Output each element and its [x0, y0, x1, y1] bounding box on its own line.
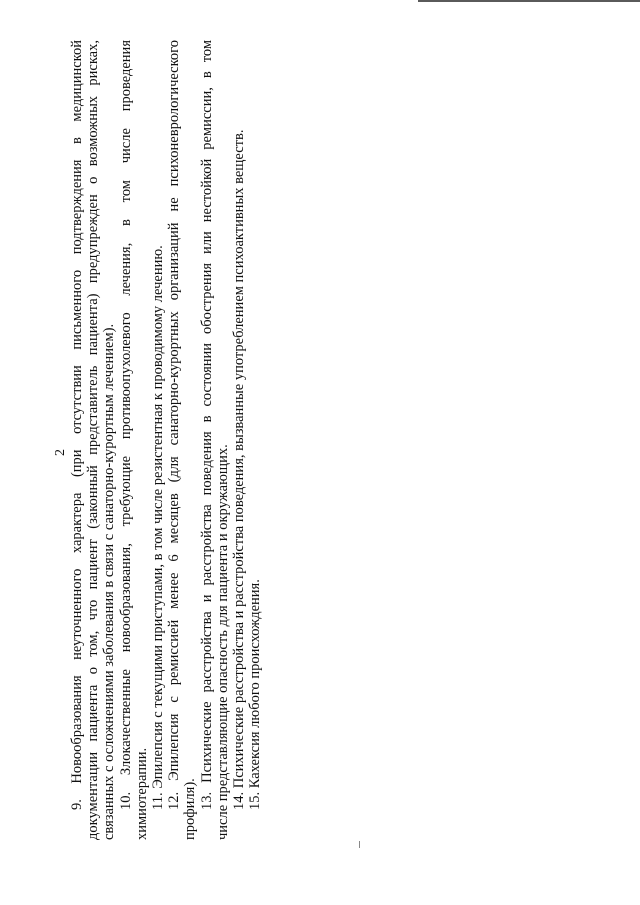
list-item-15 [247, 40, 263, 840]
text-line: документации пациента о том, что пациент (законный представитель пациента) предупрежден о возможных рисках, [85, 40, 102, 840]
document-body [69, 40, 263, 840]
list-item-13 [199, 40, 231, 840]
list-item-11 [150, 40, 166, 840]
text-line: 9. Новообразования неуточненного характера (при отсутствии письменного подтверждения в медицинской [69, 40, 85, 810]
text-line: 15. Кахексия любого происхождения. [247, 579, 264, 810]
text-line: числе представляющие опасность для пациента и окружающих. [214, 444, 231, 840]
text-line: связанных с осложнениями заболевания в связи с санаторно-курортным лечением). [101, 323, 118, 840]
list-item-9 [69, 40, 118, 840]
text-line: 13. Психические расстройства и расстройства поведения в состоянии обострения или нестойкой ремиссии, в том [198, 40, 215, 810]
page-number: 2 [53, 449, 68, 456]
text-line: 12. Эпилепсия с ремиссией менее 6 месяцев (для санаторно-курортных организаций не психоневрологического [166, 40, 183, 810]
list-item-10 [118, 40, 150, 840]
text-line: химиотерапии. [133, 747, 150, 840]
text-line: 11. Эпилепсия с текущими приступами, в том числе резистентная к проводимому лечению. [149, 245, 166, 810]
list-item-12 [166, 40, 198, 840]
text-line: 10. Злокачественные новообразования, требующие противоопухолевого лечения, в том числе проведения [117, 40, 134, 810]
text-line: профиля). [182, 778, 199, 840]
text-line: 14. Психические расстройства и расстройства поведения, вызванные употреблением психоактивных веществ. [230, 129, 247, 810]
list-item-14 [231, 40, 247, 840]
